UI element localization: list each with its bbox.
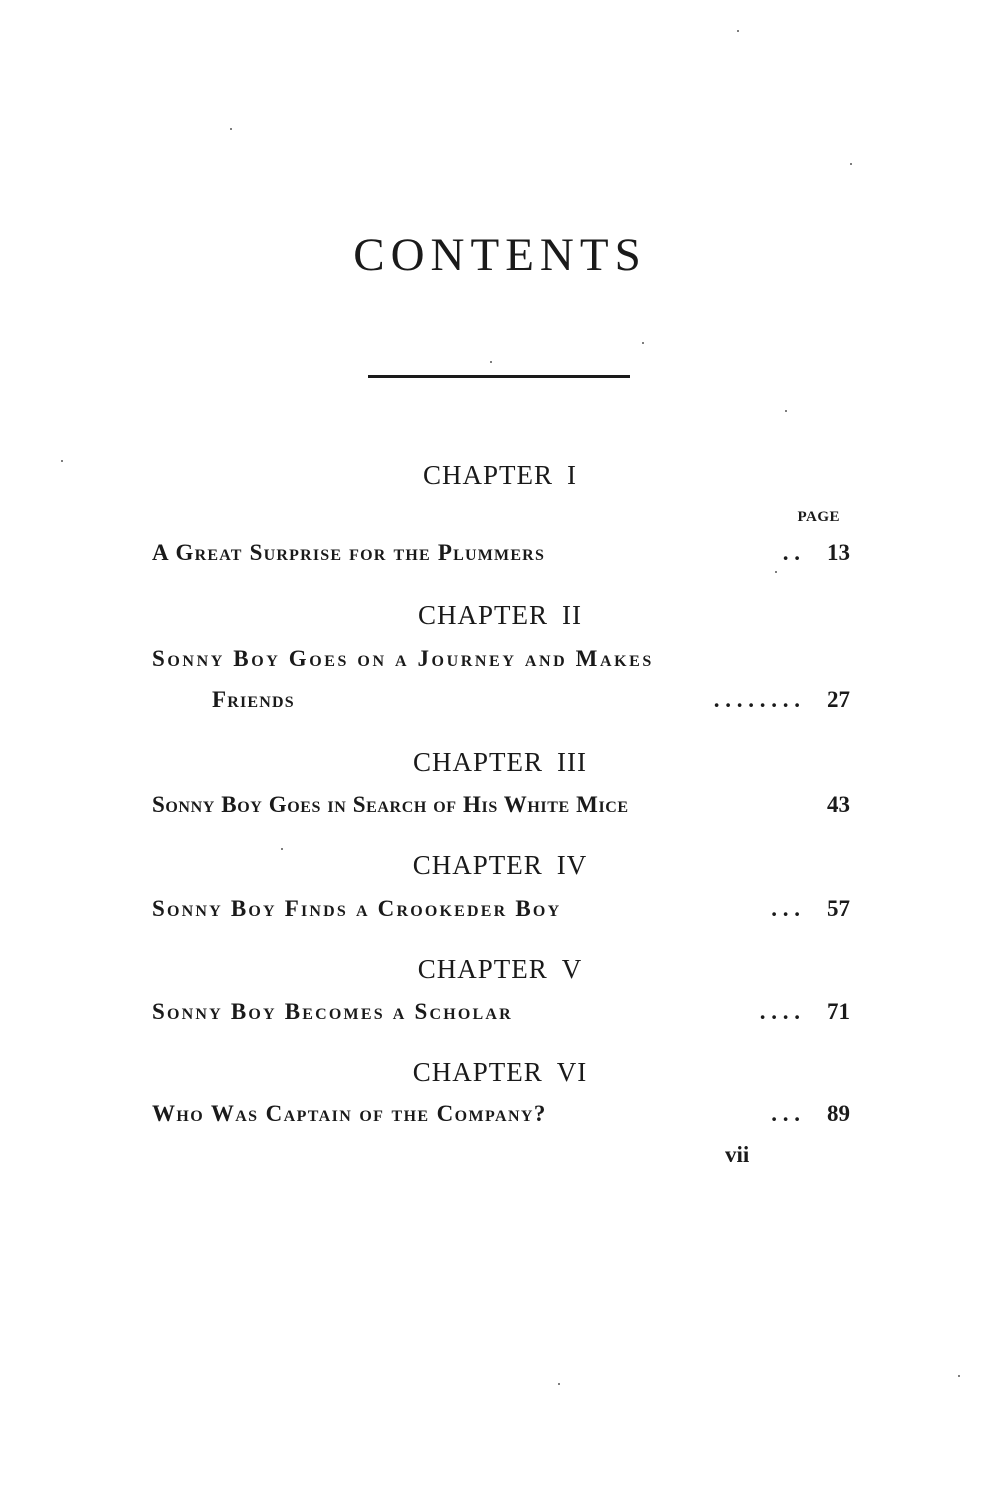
page-title: CONTENTS (353, 229, 647, 281)
entry-page-number: 43 (827, 792, 850, 817)
dot-leaders: . . . . . . . . (713, 687, 800, 712)
entry-title: Who Was Captain of the Company? (152, 1101, 547, 1126)
chapter-label: CHAPTER (422, 460, 554, 490)
chapter-label: CHAPTER (412, 1057, 543, 1087)
scan-speck (230, 128, 232, 130)
entry-title: Sonny Boy Goes in Search of His White Mice (152, 792, 629, 817)
entry-title: Sonny Boy Finds a Crookeder Boy (152, 896, 562, 921)
dot-leaders: . . . (771, 896, 800, 921)
entry-title: Sonny Boy Becomes a Scholar (152, 999, 513, 1024)
scan-speck (785, 410, 787, 412)
chapter-heading-1 (150, 462, 850, 489)
entry-title: Sonny Boy Goes on a Journey and Makes (152, 646, 654, 671)
title-rule (368, 375, 630, 378)
chapter-number: I (567, 460, 578, 490)
entry-page-number: 57 (827, 896, 850, 921)
entry-title: A Great Surprise for the Plummers (152, 540, 546, 565)
scan-speck (958, 1375, 960, 1377)
scan-speck (558, 1383, 560, 1385)
scan-speck (737, 30, 739, 32)
chapter-number: III (557, 747, 587, 777)
chapter-number: IV (556, 850, 588, 880)
scan-speck (490, 361, 492, 363)
entry-title-continued: Friends (212, 687, 295, 712)
entry-page-number: 71 (827, 999, 850, 1024)
chapter-heading-4 (150, 852, 850, 879)
page-folio: vii (725, 1142, 750, 1167)
page-column-label: PAGE (797, 509, 840, 525)
chapter-number: V (561, 954, 583, 984)
chapter-heading-3 (150, 749, 850, 776)
chapter-label: CHAPTER (417, 600, 549, 630)
dot-leaders: . . (782, 540, 800, 565)
entry-page-number: 27 (827, 687, 850, 712)
chapter-label: CHAPTER (417, 954, 548, 984)
chapter-number: II (562, 600, 582, 630)
chapter-number: VI (556, 1057, 588, 1087)
chapter-heading-6 (150, 1059, 850, 1086)
scan-speck (850, 163, 852, 165)
scan-speck (642, 342, 644, 344)
entry-page-number: 13 (827, 540, 850, 565)
scan-speck (281, 848, 283, 850)
dot-leaders: . . . . (759, 999, 800, 1024)
chapter-label: CHAPTER (412, 850, 543, 880)
scan-speck (61, 460, 63, 462)
chapter-heading-2 (150, 602, 850, 629)
dot-leaders: . . . (771, 1101, 800, 1126)
chapter-label: CHAPTER (412, 747, 544, 777)
chapter-heading-5 (150, 956, 850, 983)
scan-speck (775, 571, 777, 573)
entry-page-number: 89 (827, 1101, 850, 1126)
